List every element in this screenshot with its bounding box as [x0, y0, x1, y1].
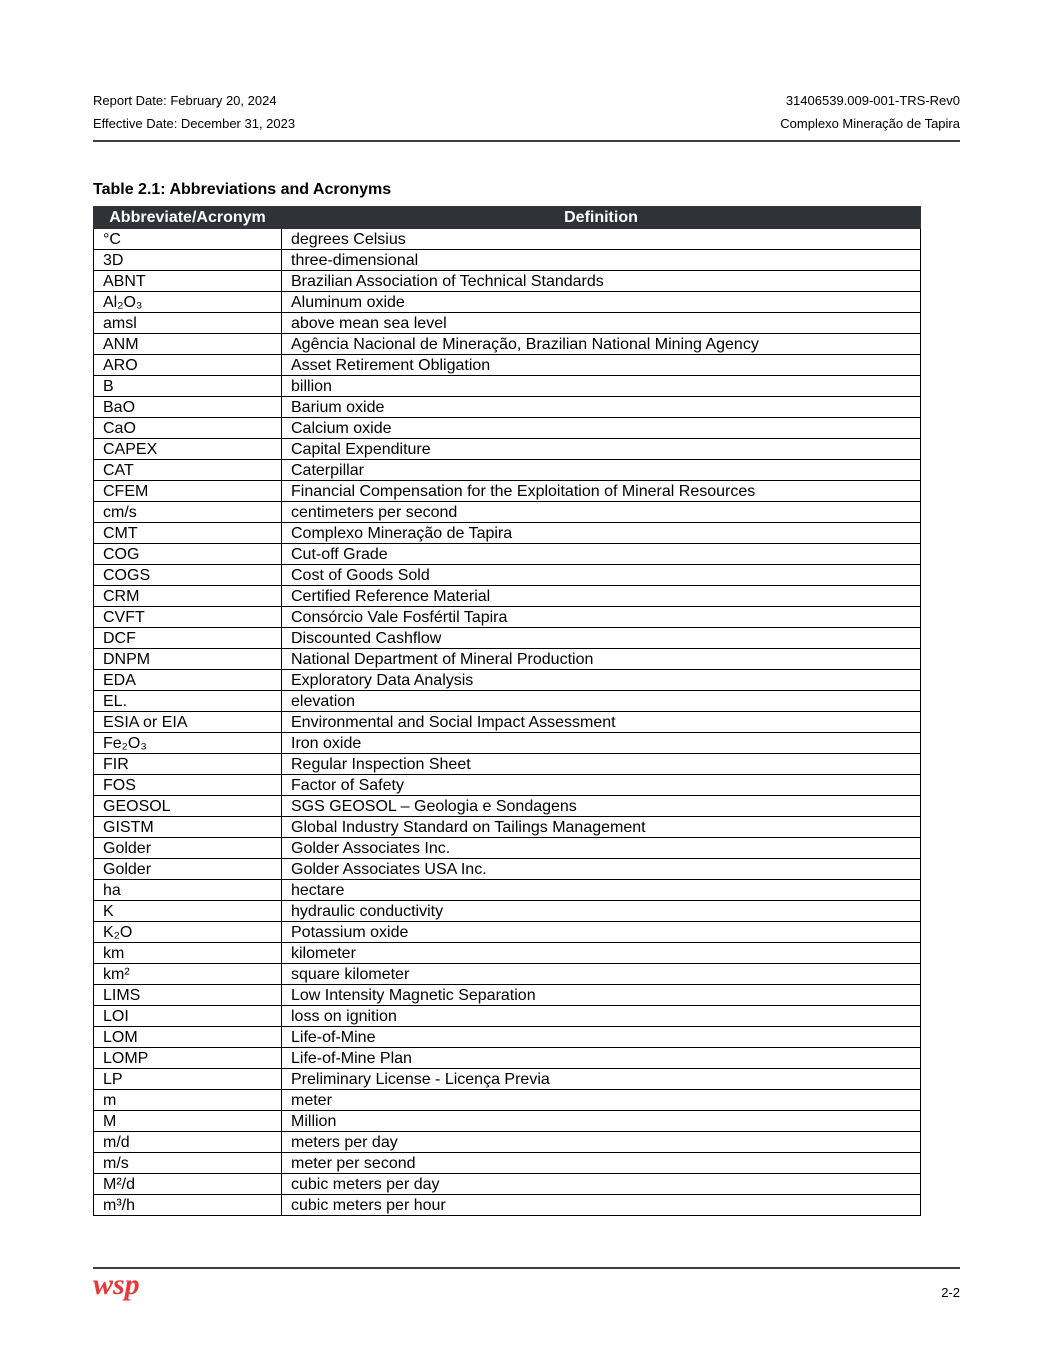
table-header-row — [94, 207, 921, 229]
definition-cell: meter per second — [282, 1153, 921, 1174]
table-row — [94, 1111, 921, 1132]
definition-cell: Regular Inspection Sheet — [282, 754, 921, 775]
abbreviation-cell: LIMS — [94, 985, 282, 1006]
definition-cell: Iron oxide — [282, 733, 921, 754]
abbreviation-cell: CaO — [94, 418, 282, 439]
abbreviation-cell: CVFT — [94, 607, 282, 628]
wsp-logo — [93, 1272, 157, 1313]
table-row — [94, 775, 921, 796]
abbreviations-table — [93, 206, 921, 1216]
table-row — [94, 964, 921, 985]
table-row — [94, 481, 921, 502]
table-row — [94, 733, 921, 754]
table-row — [94, 838, 921, 859]
definition-cell: above mean sea level — [282, 313, 921, 334]
definition-cell: Asset Retirement Obligation — [282, 355, 921, 376]
wsp-logo-text: wsp — [93, 1272, 140, 1301]
table-row — [94, 418, 921, 439]
abbreviation-cell: B — [94, 376, 282, 397]
abbreviation-cell: m — [94, 1090, 282, 1111]
abbreviation-cell: m³/h — [94, 1195, 282, 1216]
table-row — [94, 628, 921, 649]
report-id: 31406539.009-001-TRS-Rev0 — [785, 93, 960, 108]
abbreviation-cell: COGS — [94, 565, 282, 586]
abbreviation-cell: ha — [94, 880, 282, 901]
definition-cell: Life-of-Mine — [282, 1027, 921, 1048]
page-number: 2-2 — [941, 1285, 960, 1300]
abbreviation-cell: Golder — [94, 838, 282, 859]
table-row — [94, 649, 921, 670]
table-row — [94, 712, 921, 733]
effective-date: Effective Date: December 31, 2023 — [93, 116, 296, 131]
definition-cell: Complexo Mineração de Tapira — [282, 523, 921, 544]
table-row — [94, 586, 921, 607]
wsp-logo-mark — [93, 1272, 157, 1308]
definition-cell: Consórcio Vale Fosfértil Tapira — [282, 607, 921, 628]
table-row — [94, 1006, 921, 1027]
definition-cell: kilometer — [282, 943, 921, 964]
definition-cell: billion — [282, 376, 921, 397]
table-row — [94, 1195, 921, 1216]
abbreviation-cell: 3D — [94, 250, 282, 271]
definition-cell: Environmental and Social Impact Assessment — [282, 712, 921, 733]
table-row — [94, 376, 921, 397]
table-row — [94, 1069, 921, 1090]
abbreviation-cell: LOI — [94, 1006, 282, 1027]
table-row — [94, 229, 921, 250]
definition-cell: Capital Expenditure — [282, 439, 921, 460]
abbreviation-cell: LOM — [94, 1027, 282, 1048]
abbreviation-cell: Fe₂O₃ — [94, 733, 282, 754]
table-row — [94, 565, 921, 586]
definition-cell: Discounted Cashflow — [282, 628, 921, 649]
table-row — [94, 985, 921, 1006]
table-row — [94, 754, 921, 775]
table-row — [94, 817, 921, 838]
definition-cell: Golder Associates USA Inc. — [282, 859, 921, 880]
table-row — [94, 670, 921, 691]
table-row — [94, 313, 921, 334]
page-header — [93, 92, 960, 138]
table-row — [94, 502, 921, 523]
table-title: Table 2.1: Abbreviations and Acronyms — [93, 181, 392, 198]
definition-cell: Life-of-Mine Plan — [282, 1048, 921, 1069]
definition-cell: Low Intensity Magnetic Separation — [282, 985, 921, 1006]
table-row — [94, 922, 921, 943]
definition-cell: loss on ignition — [282, 1006, 921, 1027]
abbreviation-cell: km — [94, 943, 282, 964]
abbreviation-cell: CAPEX — [94, 439, 282, 460]
table-row — [94, 523, 921, 544]
abbreviation-cell: EL. — [94, 691, 282, 712]
definition-cell: Agência Nacional de Mineração, Brazilian National Mining Agency — [282, 334, 921, 355]
definition-cell: Million — [282, 1111, 921, 1132]
column-header-abbreviation: Abbreviate/Acronym — [94, 207, 282, 229]
abbreviation-cell: BaO — [94, 397, 282, 418]
table-row — [94, 1153, 921, 1174]
table-row — [94, 439, 921, 460]
definition-cell: National Department of Mineral Production — [282, 649, 921, 670]
abbreviation-cell: COG — [94, 544, 282, 565]
abbreviation-cell: K — [94, 901, 282, 922]
definition-cell: Factor of Safety — [282, 775, 921, 796]
table-row — [94, 292, 921, 313]
definition-cell: hectare — [282, 880, 921, 901]
definition-cell: Calcium oxide — [282, 418, 921, 439]
abbreviation-cell: FIR — [94, 754, 282, 775]
table-row — [94, 901, 921, 922]
table-row — [94, 1027, 921, 1048]
table-row — [94, 1090, 921, 1111]
definition-cell: Preliminary License - Licença Previa — [282, 1069, 921, 1090]
table-body — [94, 229, 921, 1216]
abbreviation-cell: Golder — [94, 859, 282, 880]
definition-cell: centimeters per second — [282, 502, 921, 523]
abbreviation-cell: DNPM — [94, 649, 282, 670]
table-row — [94, 1132, 921, 1153]
table-row — [94, 859, 921, 880]
definition-cell: Golder Associates Inc. — [282, 838, 921, 859]
definition-cell: Brazilian Association of Technical Standards — [282, 271, 921, 292]
abbreviation-cell: CMT — [94, 523, 282, 544]
definition-cell: cubic meters per hour — [282, 1195, 921, 1216]
abbreviation-cell: EDA — [94, 670, 282, 691]
definition-cell: Barium oxide — [282, 397, 921, 418]
abbreviation-cell: m/s — [94, 1153, 282, 1174]
definition-cell: square kilometer — [282, 964, 921, 985]
abbreviation-cell: M — [94, 1111, 282, 1132]
abbreviation-cell: Al₂O₃ — [94, 292, 282, 313]
definition-cell: three-dimensional — [282, 250, 921, 271]
abbreviation-cell: km² — [94, 964, 282, 985]
table-row — [94, 1048, 921, 1069]
table-row — [94, 460, 921, 481]
definition-cell: Financial Compensation for the Exploitation of Mineral Resources — [282, 481, 921, 502]
abbreviation-cell: CAT — [94, 460, 282, 481]
definition-cell: Cut-off Grade — [282, 544, 921, 565]
abbreviation-cell: °C — [94, 229, 282, 250]
definition-cell: Global Industry Standard on Tailings Management — [282, 817, 921, 838]
abbreviation-cell: GISTM — [94, 817, 282, 838]
table-row — [94, 880, 921, 901]
abbreviation-cell: ANM — [94, 334, 282, 355]
table-row — [94, 355, 921, 376]
abbreviation-cell: LP — [94, 1069, 282, 1090]
definition-cell: SGS GEOSOL – Geologia e Sondagens — [282, 796, 921, 817]
table-row — [94, 691, 921, 712]
abbreviation-cell: m/d — [94, 1132, 282, 1153]
abbreviation-cell: LOMP — [94, 1048, 282, 1069]
table-row — [94, 271, 921, 292]
abbreviation-cell: ESIA or EIA — [94, 712, 282, 733]
abbreviation-cell: K₂O — [94, 922, 282, 943]
table-row — [94, 607, 921, 628]
table-row — [94, 796, 921, 817]
table-row — [94, 334, 921, 355]
abbreviation-cell: CRM — [94, 586, 282, 607]
table-row — [94, 943, 921, 964]
table-row — [94, 1174, 921, 1195]
definition-cell: Cost of Goods Sold — [282, 565, 921, 586]
definition-cell: Caterpillar — [282, 460, 921, 481]
abbreviation-cell: FOS — [94, 775, 282, 796]
abbreviation-cell: DCF — [94, 628, 282, 649]
definition-cell: meters per day — [282, 1132, 921, 1153]
definition-cell: Aluminum oxide — [282, 292, 921, 313]
abbreviation-cell: ABNT — [94, 271, 282, 292]
definition-cell: hydraulic conductivity — [282, 901, 921, 922]
header-divider — [93, 140, 960, 142]
definition-cell: Exploratory Data Analysis — [282, 670, 921, 691]
abbreviation-cell: CFEM — [94, 481, 282, 502]
report-date: Report Date: February 20, 2024 — [93, 93, 277, 108]
abbreviation-cell: ARO — [94, 355, 282, 376]
abbreviation-cell: cm/s — [94, 502, 282, 523]
definition-cell: cubic meters per day — [282, 1174, 921, 1195]
definition-cell: Certified Reference Material — [282, 586, 921, 607]
table-row — [94, 544, 921, 565]
abbreviation-cell: M²/d — [94, 1174, 282, 1195]
definition-cell: meter — [282, 1090, 921, 1111]
abbreviation-cell: amsl — [94, 313, 282, 334]
column-header-definition: Definition — [282, 207, 921, 229]
definition-cell: degrees Celsius — [282, 229, 921, 250]
footer-divider — [93, 1267, 960, 1269]
abbreviation-cell: GEOSOL — [94, 796, 282, 817]
table-row — [94, 397, 921, 418]
project-name: Complexo Mineração de Tapira — [780, 116, 960, 131]
definition-cell: elevation — [282, 691, 921, 712]
definition-cell: Potassium oxide — [282, 922, 921, 943]
table-row — [94, 250, 921, 271]
